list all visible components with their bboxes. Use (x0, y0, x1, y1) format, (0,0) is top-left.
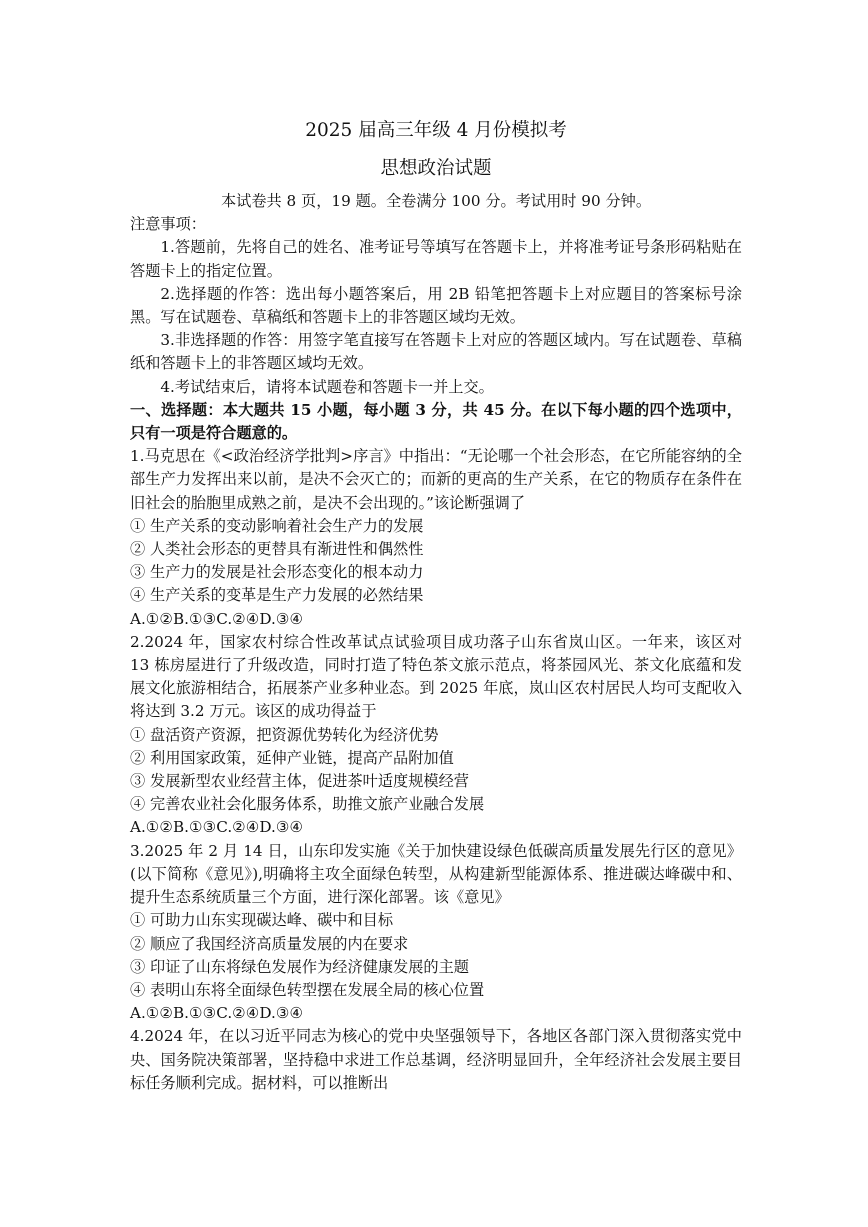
question-3-option: ① 可助力山东实现碳达峰、碳中和目标 (130, 911, 394, 930)
question-3-option: ④ 表明山东将全面绿色转型摆在发展全局的核心位置 (130, 980, 485, 999)
notice-item: 3.非选择题的作答：用签字笔直接写在答题卡上对应的答题区域内。写在试题卷、草稿纸和答题卡上的非答题区域均无效。 (130, 331, 742, 373)
question-stem-1: 1.马克思在《<政治经济学批判>序言》中指出：“无论哪一个社会形态，在它所能容纳的全部生产力发挥出来以前，是决不会灭亡的；而新的更高的生产关系，在它的物质存在条件在旧社会的胎胞里成熟之前，是决不会出现的。”该论断强调了 (130, 447, 742, 512)
notice-item: 1.答题前，先将自己的姓名、准考证号等填写在答题卡上，并将准考证号条形码粘贴在答题卡上的指定位置。 (130, 238, 742, 280)
question-1-option: ② 人类社会形态的更替具有渐进性和偶然性 (130, 540, 424, 559)
question-1-option: ① 生产关系的变动影响着社会生产力的发展 (130, 516, 424, 535)
question-1-choices: A.①②B.①③C.②④D.③④ (130, 609, 304, 628)
question-stem-2: 2.2024 年，国家农村综合性改革试点试验项目成功落子山东省岚山区。一年来，该区对 13 栋房屋进行了升级改造，同时打造了特色茶文旅示范点，将茶园风光、茶文化底蕴和发展文化旅游相结合，拓展茶产业多种业态。到 2025 年底，岚山区农村居民人均可支配收入将达到 3.2 万元。该区的成功得益于 (130, 632, 742, 721)
question-2-option: ③ 发展新型农业经营主体，促进茶叶适度规模经营 (130, 772, 469, 791)
notice-item: 2.选择题的作答：选出每小题答案后，用 2B 铅笔把答题卡上对应题目的答案标号涂黑。写在试题卷、草稿纸和答题卡上的非答题区域均无效。 (130, 284, 742, 327)
question-stem-4: 4.2024 年，在以习近平同志为核心的党中央坚强领导下，各地区各部门深入贯彻落实党中央、国务院决策部署，坚持稳中求进工作总基调，经济明显回升，全年经济社会发展主要目标任务顺利完成。据材料，可以推断出 (130, 1027, 742, 1092)
section-heading: 一、选择题：本大题共 15 小题，每小题 3 分，共 45 分。在以下每小题的四个选项中，只有一项是符合题意的。 (130, 400, 742, 443)
question-2-option: ① 盘活资产资源，把资源优势转化为经济优势 (130, 725, 439, 744)
question-stem-3: 3.2025 年 2 月 14 日，山东印发实施《关于加快建设绿色低碳高质量发展先行区的意见》(以下简称《意见》),明确将主攻全面绿色转型，从构建新型能源体系、推进碳达峰碳中和、提升生态系统质量三个方面，进行深化部署。该《意见》 (130, 841, 742, 907)
question-3-option: ③ 印证了山东将绿色发展作为经济健康发展的主题 (130, 957, 469, 976)
exam-info: 本试卷共 8 页，19 题。全卷满分 100 分。考试用时 90 分钟。 (220, 192, 652, 210)
question-3-option: ② 顺应了我国经济高质量发展的内在要求 (130, 934, 409, 953)
question-3-choices: A.①②B.①③C.②④D.③④ (130, 1004, 304, 1023)
exam-subject: 思想政治试题 (380, 158, 492, 179)
question-2-choices: A.①②B.①③C.②④D.③④ (130, 818, 304, 837)
exam-title: 2025 届高三年级 4 月份模拟考 (305, 120, 567, 141)
question-2-option: ② 利用国家政策，延伸产业链，提高产品附加值 (130, 748, 454, 767)
question-1-option: ④ 生产关系的变革是生产力发展的必然结果 (130, 586, 424, 605)
question-1-option: ③ 生产力的发展是社会形态变化的根本动力 (130, 563, 424, 582)
question-2-option: ④ 完善农业社会化服务体系，助推文旅产业融合发展 (130, 795, 485, 814)
exam-page (130, 118, 742, 1095)
notice-item: 4.考试结束后，请将本试题卷和答题卡一并上交。 (160, 377, 494, 396)
notice-heading: 注意事项： (130, 215, 206, 234)
